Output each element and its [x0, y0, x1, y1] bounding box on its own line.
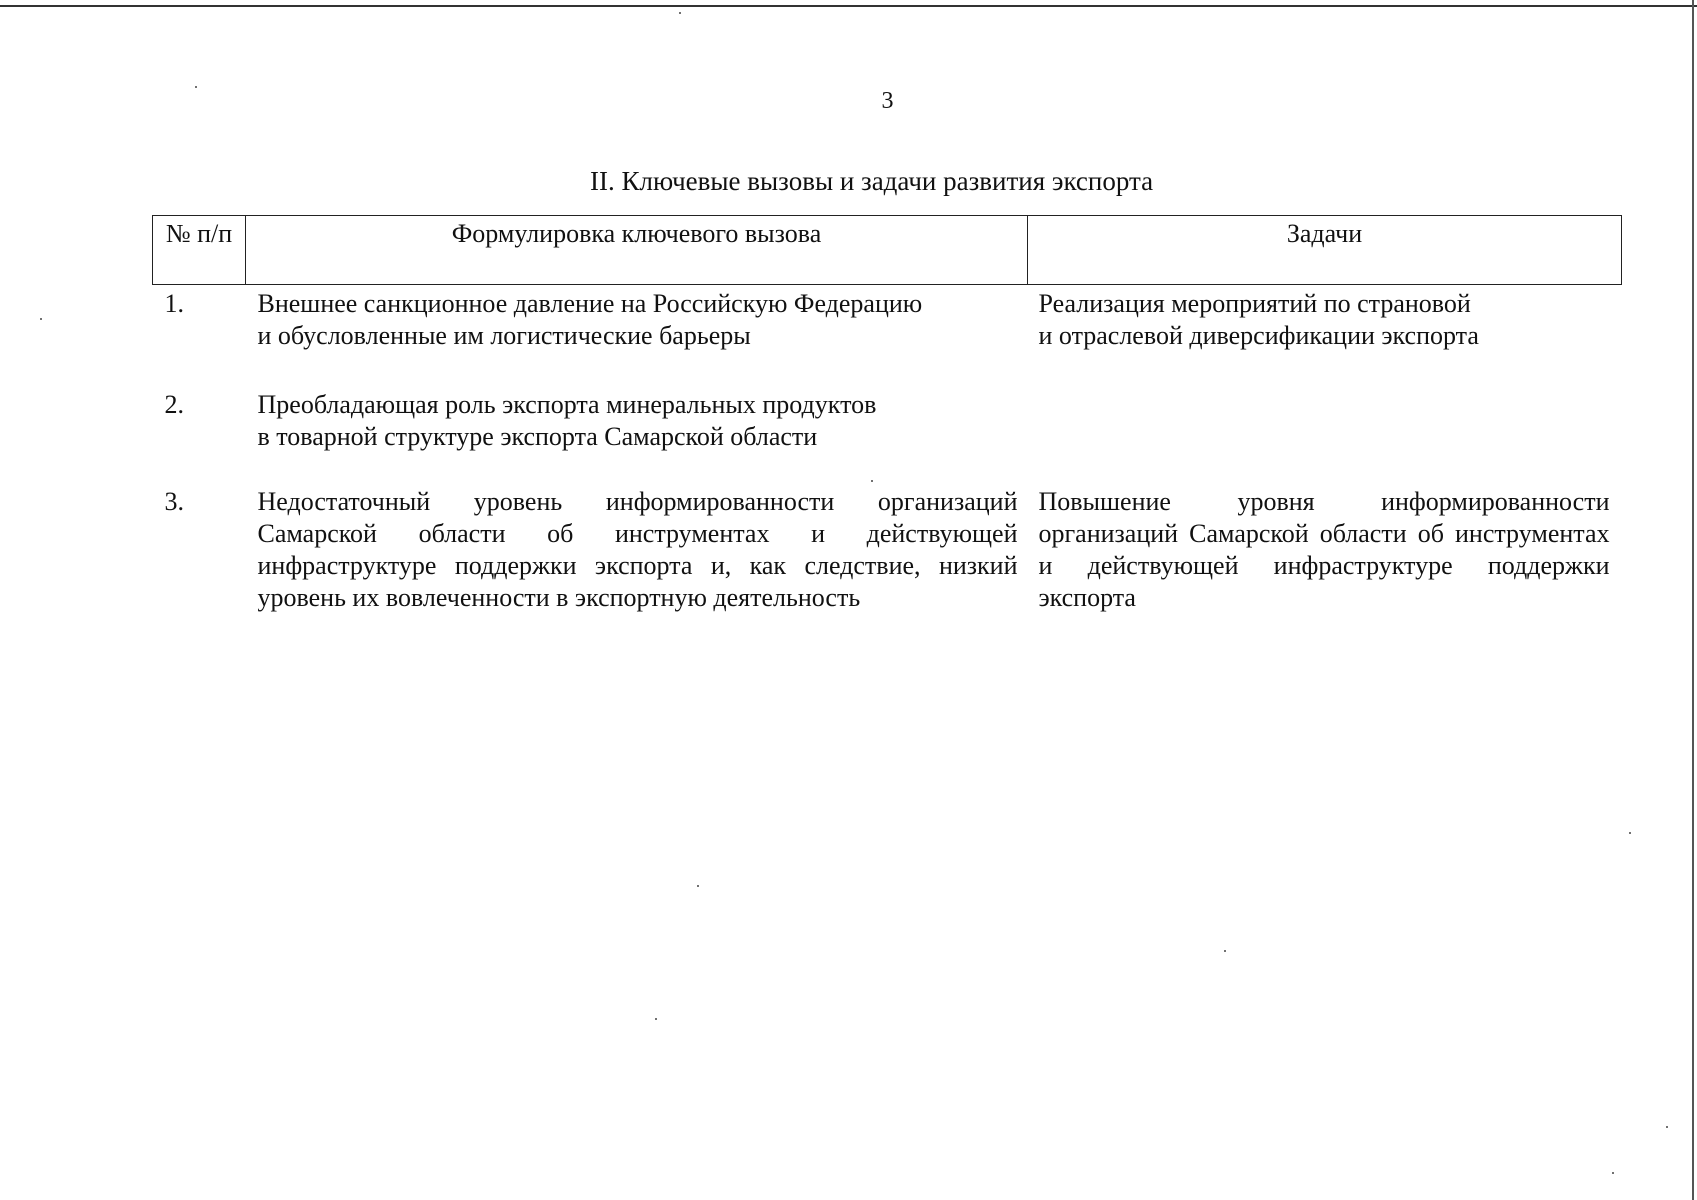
row-number: 2.: [164, 390, 184, 419]
header-number: № п/п: [153, 216, 246, 285]
scan-speck: [195, 86, 197, 88]
task-text: [1028, 285, 1622, 390]
section-title: II. Ключевые вызовы и задачи развития экспорта: [590, 166, 1154, 196]
challenge-line: в товарной структуре экспорта Самарской области: [257, 422, 818, 451]
challenge-line: и обусловленные им логистические барьеры: [257, 321, 751, 350]
task-line: и отраслевой диверсификации экспорта: [1038, 321, 1479, 350]
scan-speck: [697, 885, 699, 887]
table-row: [153, 486, 1622, 614]
task-line: Реализация мероприятий по страновой: [1038, 289, 1471, 318]
challenges-table: [152, 215, 1622, 614]
scan-speck: [871, 480, 873, 482]
challenge-line: Преобладающая роль экспорта минеральных продуктов: [257, 390, 877, 419]
header-tasks: Задачи: [1028, 216, 1622, 285]
table-header-row: [153, 216, 1622, 285]
header-challenge: Формулировка ключевого вызова: [246, 216, 1028, 285]
page-number: 3: [881, 88, 894, 114]
row-number: 3.: [164, 487, 184, 516]
scan-speck: [655, 1018, 657, 1020]
task-text-empty: [1028, 389, 1622, 486]
scan-speck: [40, 318, 42, 320]
scan-top-border: [0, 5, 1697, 7]
row-number: 1.: [164, 289, 184, 318]
table-row: [153, 389, 1622, 486]
scan-speck: [679, 12, 681, 14]
table-row: [153, 285, 1622, 390]
challenge-text: [246, 389, 1028, 486]
task-text: Повышение уровня информированности организаций Самарской области об инструментах и действующей инфраструктуре поддержки экспорта: [1038, 487, 1610, 612]
scan-speck: [1666, 1126, 1668, 1128]
scan-speck: [1224, 950, 1226, 952]
scan-speck: [1629, 832, 1631, 834]
scan-speck: [1612, 1172, 1614, 1174]
challenge-line: Внешнее санкционное давление на Российскую Федерацию: [257, 289, 923, 318]
challenge-text: [246, 285, 1028, 390]
challenge-text: Недостаточный уровень информированности организаций Самарской области об инструментах и действующей инфраструктуре поддержки экспорта и, как следствие, низкий уровень их вовлеченности в экспортную деятельность: [257, 487, 1018, 612]
scan-right-border: [1692, 0, 1694, 1200]
